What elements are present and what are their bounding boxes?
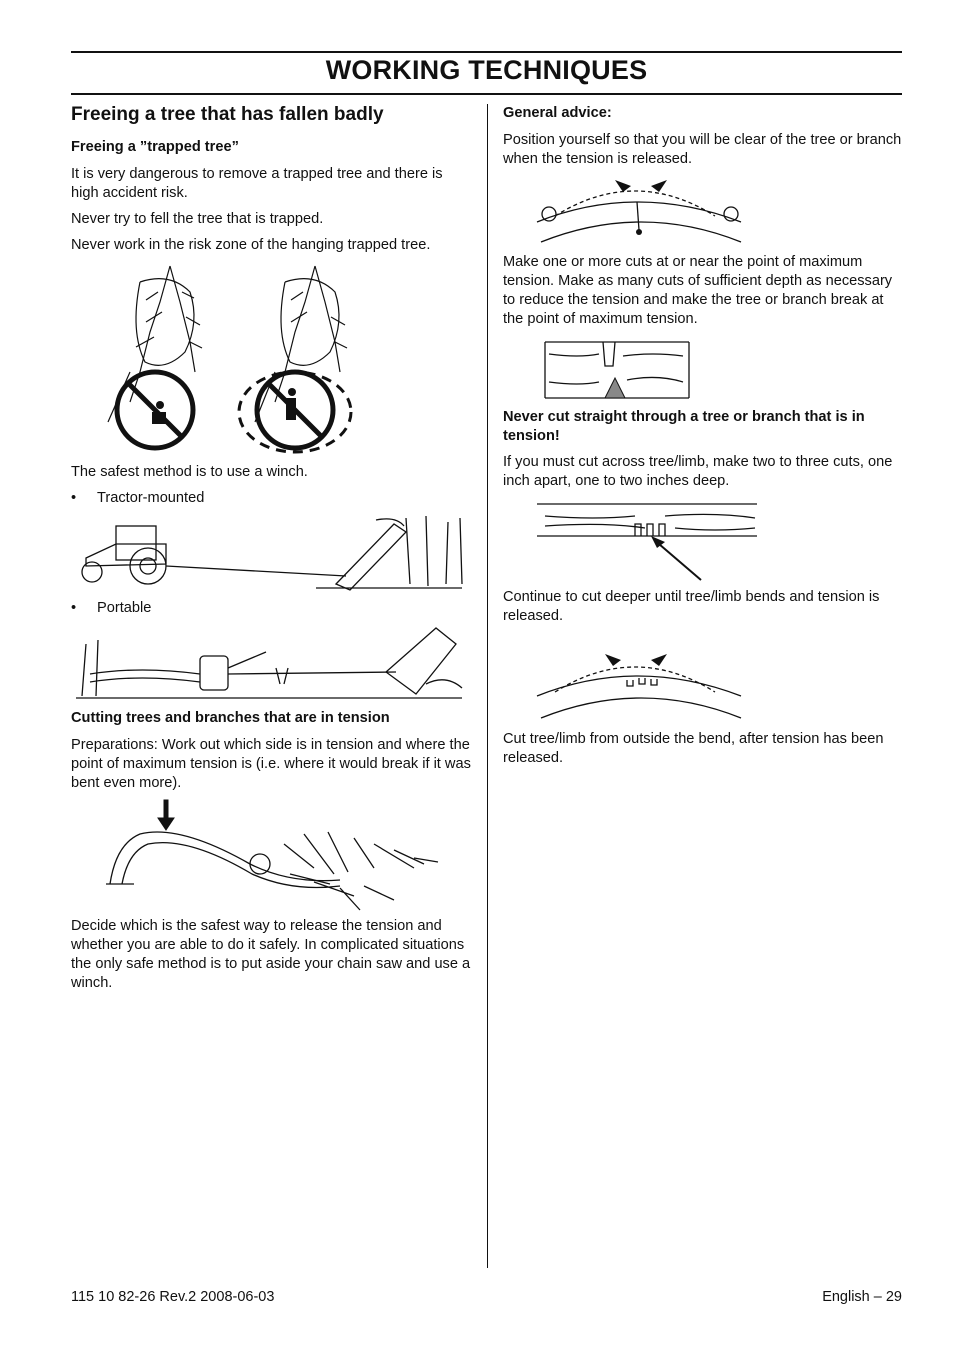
bent-tree-illustration [104, 798, 444, 916]
paragraph: Preparations: Work out which side is in tension and where the point of maximum tension is (i.e. where it would break if it was bent even more). [71, 737, 471, 791]
notch-cut-illustration [543, 338, 693, 402]
bullet-portable: Portable [97, 600, 152, 616]
paragraph: Never work in the risk zone of the hanging trapped tree. [71, 237, 431, 253]
paragraph: If you must cut across tree/limb, make two to three cuts, one inch apart, one to two inches deep. [503, 454, 893, 489]
bullet-marker: • [71, 490, 77, 506]
paragraph: The safest method is to use a winch. [71, 464, 308, 480]
paragraph: Decide which is the safest way to release the tension and whether you are able to do it safely. In complicated situations the only safe method is to put aside your chain saw and use a winch. [71, 918, 471, 991]
paragraph: Continue to cut deeper until tree/limb bends and tension is released. [503, 589, 880, 624]
three-cuts-illustration [535, 496, 761, 584]
subheading-tension: Cutting trees and branches that are in tension [71, 710, 390, 726]
paragraph: Cut tree/limb from outside the bend, after tension has been released. [503, 731, 884, 766]
paragraph: Make one or more cuts at or near the point of maximum tension. Make as many cuts of sufficient depth as necessary to reduce the tension and make the tree or branch break at the point of maximum tension. [503, 254, 893, 327]
paragraph: Never try to fell the tree that is trapped. [71, 211, 324, 227]
subheading-general-advice: General advice: [503, 105, 612, 121]
paragraph: Position yourself so that you will be clear of the tree or branch when the tension is released. [503, 132, 902, 167]
paragraph: It is very dangerous to remove a trapped tree and there is high accident risk. [71, 166, 443, 201]
trapped-tree-illustration [100, 262, 360, 458]
header-bottom-rule [71, 93, 902, 95]
header-top-rule [71, 51, 902, 53]
subheading-trapped-tree: Freeing a ”trapped tree” [71, 139, 239, 155]
bullet-marker: • [71, 600, 77, 616]
warning-text: Never cut straight through a tree or branch that is in tension! [503, 409, 865, 444]
footer-doc-id: 115 10 82-26 Rev.2 2008-06-03 [71, 1289, 275, 1305]
column-divider [487, 104, 488, 1268]
footer-page-number: English – 29 [822, 1289, 902, 1305]
portable-winch-illustration [76, 624, 466, 704]
page-title: WORKING TECHNIQUES [325, 55, 648, 85]
section-title: Freeing a tree that has fallen badly [71, 104, 384, 125]
tension-released-illustration [535, 646, 745, 722]
tractor-winch-illustration [76, 514, 466, 594]
bullet-tractor-mounted: Tractor-mounted [97, 490, 205, 506]
release-tension-illustration [535, 172, 745, 248]
